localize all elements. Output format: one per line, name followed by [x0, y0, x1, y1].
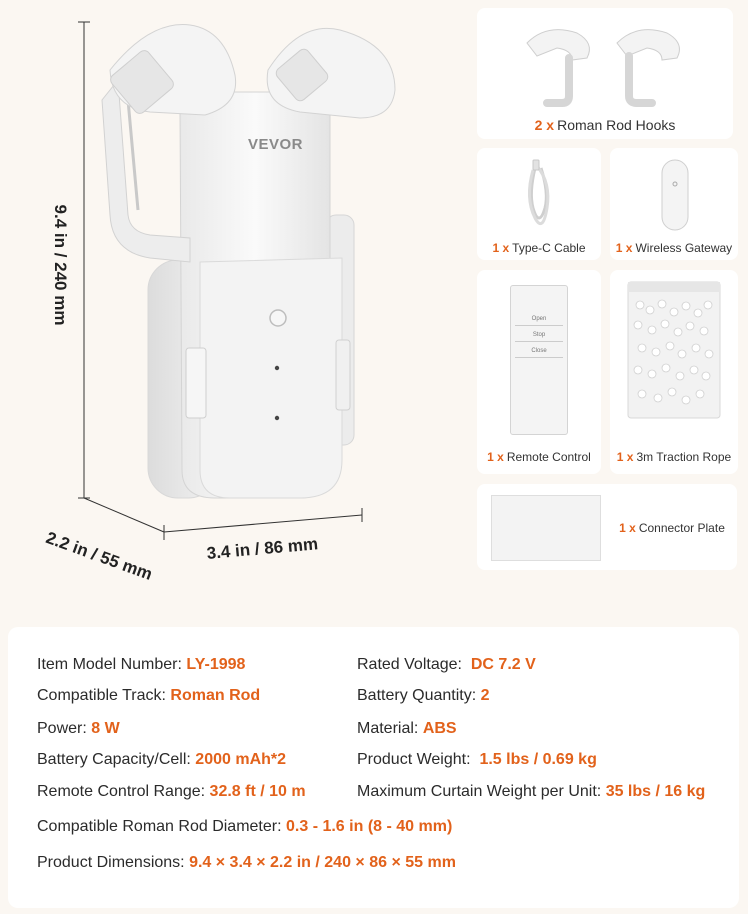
wireless-gateway-icon — [610, 148, 738, 238]
connector-plate-icon — [491, 495, 601, 561]
height-dimension-label: 9.4 in / 240 mm — [51, 204, 70, 326]
spec-model: Item Model Number: LY-1998 — [37, 656, 246, 673]
spec-battery-capacity: Battery Capacity/Cell: 2000 mAh*2 — [37, 751, 287, 768]
accessory-card-remote — [477, 270, 601, 474]
roman-rod-hook-icon — [477, 8, 733, 108]
accessory-caption: 1 x 3m Traction Rope — [616, 450, 732, 464]
remote-button-close: Close — [515, 348, 563, 358]
specifications-panel — [8, 627, 739, 908]
accessory-card-hooks — [477, 8, 733, 139]
type-c-cable-icon — [477, 148, 601, 238]
spec-power: Power: 8 W — [37, 720, 120, 737]
spec-weight: Product Weight: 1.5 lbs / 0.69 kg — [357, 751, 597, 768]
brand-logo: VEVOR — [248, 136, 304, 153]
spec-remote-range: Remote Control Range: 32.8 ft / 10 m — [37, 783, 306, 800]
remote-control-icon — [510, 285, 568, 435]
accessory-caption: 1 x Remote Control — [487, 450, 591, 464]
accessory-card-cable — [477, 148, 601, 260]
accessory-card-rope — [610, 270, 738, 474]
accessory-card-plate — [477, 484, 737, 570]
spec-rod-diameter: Compatible Roman Rod Diameter: 0.3 - 1.6 in (8 - 40 mm) — [37, 818, 453, 835]
spec-dimensions: Product Dimensions: 9.4 × 3.4 × 2.2 in / 240 × 86 × 55 mm — [37, 854, 456, 871]
spec-material: Material: ABS — [357, 720, 457, 737]
product-illustration — [0, 0, 470, 600]
curtain-motor-device-icon — [0, 0, 470, 600]
remote-button-open: Open — [515, 316, 563, 326]
accessory-caption: 1 x Wireless Gateway — [615, 241, 733, 255]
traction-rope-bag-icon — [610, 270, 738, 430]
spec-max-curtain-weight: Maximum Curtain Weight per Unit: 35 lbs / 16 kg — [357, 783, 706, 800]
accessory-card-gateway — [610, 148, 738, 260]
accessory-caption: 1 x Connector Plate — [619, 521, 725, 535]
width-dimension-label: 3.4 in / 86 mm — [206, 534, 319, 563]
depth-dimension-label: 2.2 in / 55 mm — [43, 528, 155, 584]
accessory-caption: 2 x Roman Rod Hooks — [534, 117, 676, 133]
accessory-caption: 1 x Type-C Cable — [492, 241, 586, 255]
spec-battery-quantity: Battery Quantity: 2 — [357, 687, 490, 704]
spec-voltage: Rated Voltage: DC 7.2 V — [357, 656, 536, 673]
spec-track: Compatible Track: Roman Rod — [37, 687, 261, 704]
remote-button-stop: Stop — [515, 332, 563, 342]
